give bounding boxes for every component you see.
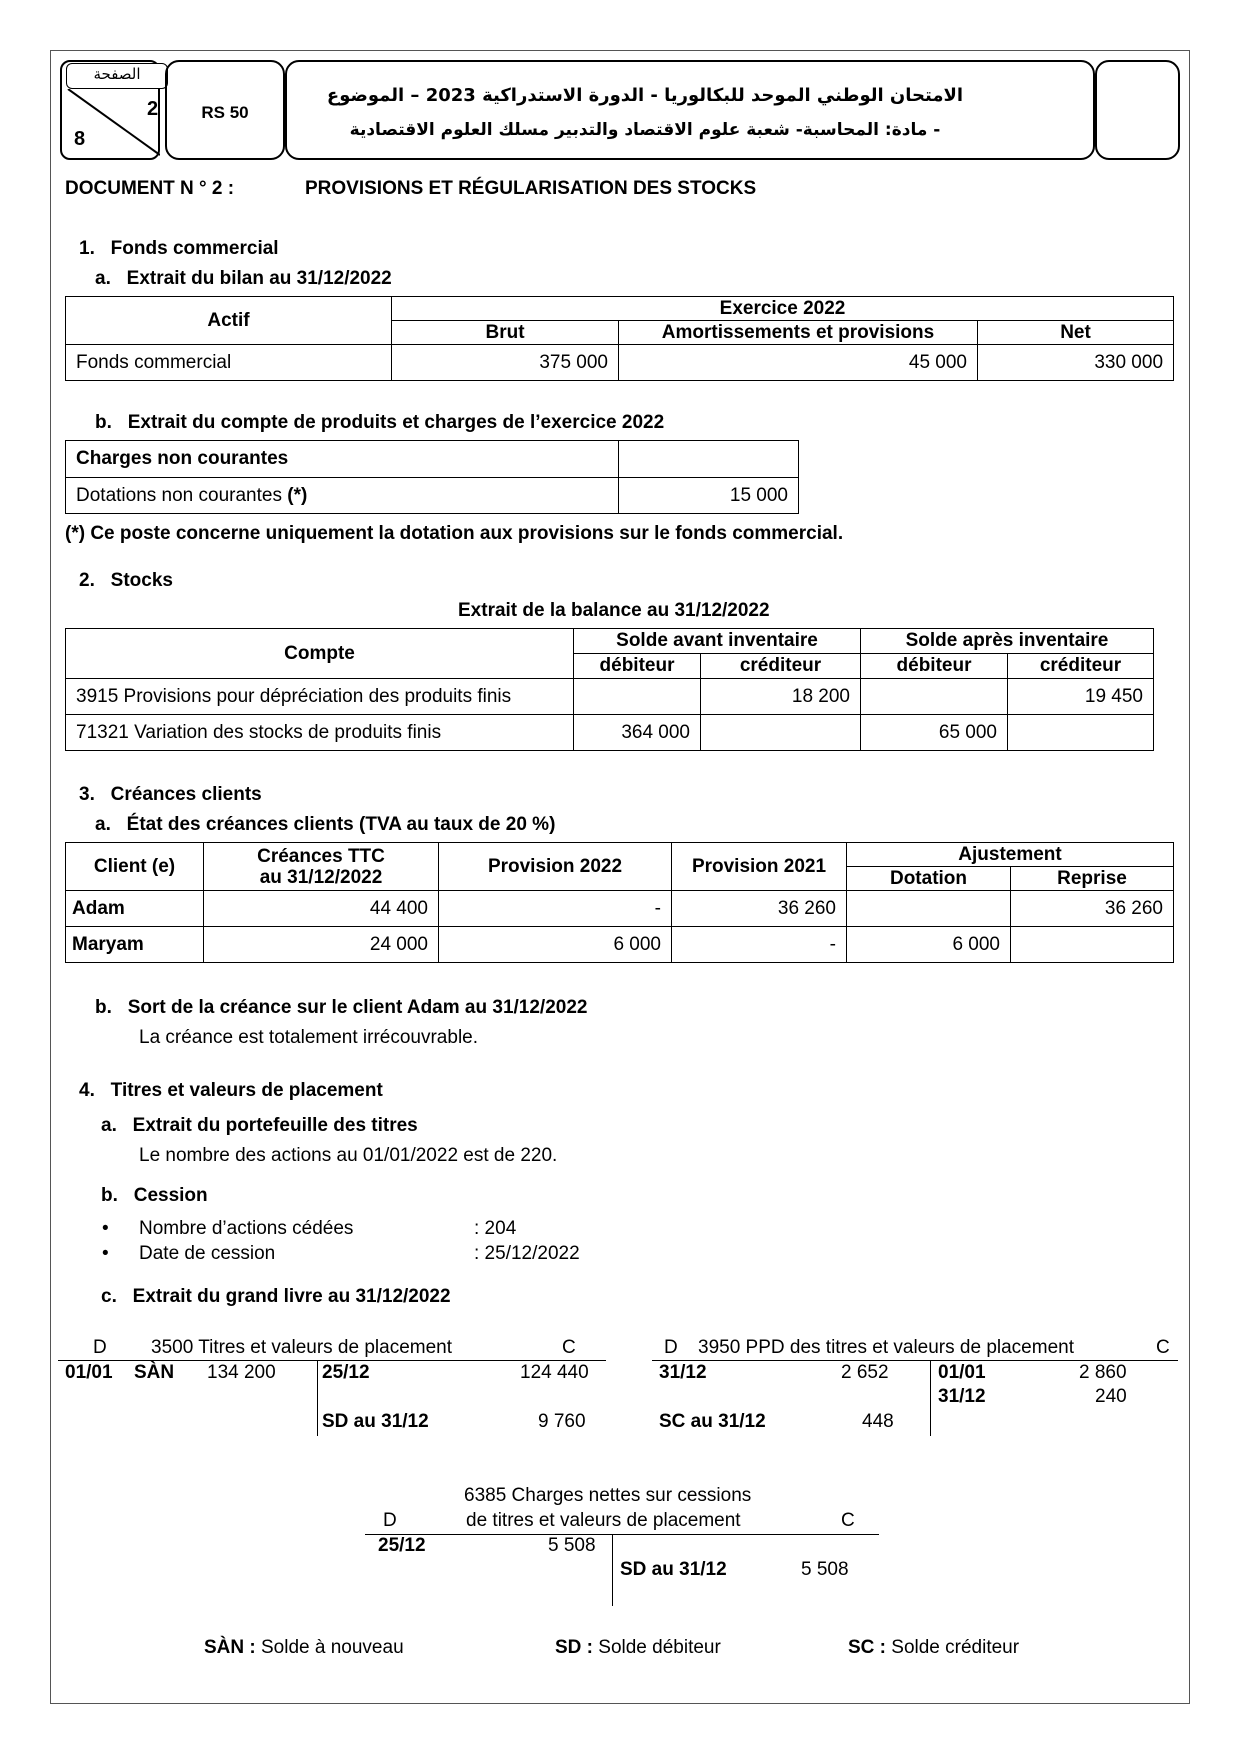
exam-title-line2: - مادة: المحاسبة- شعبة علوم الاقتصاد والتدبير مسلك العلوم الاقتصادية (349, 120, 941, 140)
document-label: DOCUMENT N ° 2 : (65, 178, 235, 199)
stock-table-title: Extrait de la balance au 31/12/2022 (458, 600, 770, 621)
section-4-heading: 4. Titres et valeurs de placement (79, 1080, 383, 1101)
ledger-rule (652, 1360, 1178, 1361)
section-1a-heading: a. Extrait du bilan au 31/12/2022 (95, 268, 392, 289)
ledger-title: 3950 PPD des titres et valeurs de placement (698, 1337, 1074, 1358)
col-amort: Amortissements et provisions (619, 321, 978, 345)
col-apres-debiteur: débiteur (861, 654, 1008, 679)
table-row: 3915 Provisions pour dépréciation des produits finis 18 200 19 450 (66, 679, 1154, 715)
col-apres: Solde après inventaire (861, 629, 1154, 654)
table-row: 71321 Variation des stocks de produits finis 364 000 65 000 (66, 715, 1154, 751)
right-box (1095, 60, 1180, 160)
row-brut: 375 000 (392, 345, 619, 381)
balance-sheet-table (65, 296, 1174, 381)
col-avant-debiteur: débiteur (574, 654, 701, 679)
ledger-divider (612, 1534, 613, 1606)
cpc-table (65, 440, 799, 514)
page-label: الصفحة (93, 65, 141, 83)
section-4a-text: Le nombre des actions au 01/01/2022 est de 220. (139, 1145, 558, 1166)
bullet-label: Nombre d’actions cédées (139, 1218, 354, 1239)
col-reprise: Reprise (1011, 867, 1174, 891)
table-row: Maryam 24 000 6 000 - 6 000 (66, 927, 1174, 963)
exam-code: RS 50 (201, 103, 249, 122)
col-ajustement: Ajustement (847, 843, 1174, 867)
ledger-debit-label: D (664, 1337, 678, 1358)
bullet-value: : 204 (474, 1218, 517, 1239)
ledger-credit-label: C (1156, 1337, 1170, 1358)
page-current: 2 (147, 98, 159, 120)
table-row (66, 345, 1174, 381)
col-avant: Solde avant inventaire (574, 629, 861, 654)
section-4c-heading: c. Extrait du grand livre au 31/12/2022 (101, 1286, 451, 1307)
table-row: Adam 44 400 - 36 260 36 260 (66, 891, 1174, 927)
table-row (66, 478, 799, 514)
stock-balance-table (65, 628, 1154, 751)
section-4a-heading: a. Extrait du portefeuille des titres (101, 1115, 418, 1136)
bullet-icon: • (102, 1243, 109, 1264)
bullet-value: : 25/12/2022 (474, 1243, 580, 1264)
section-3a-heading: a. État des créances clients (TVA au taux de 20 %) (95, 814, 556, 835)
col-brut: Brut (392, 321, 619, 345)
document-title: PROVISIONS ET RÉGULARISATION DES STOCKS (305, 178, 757, 199)
section-3-heading: 3. Créances clients (79, 784, 262, 805)
section-1b-heading: b. Extrait du compte de produits et charges de l’exercice 2022 (95, 412, 665, 433)
col-net: Net (978, 321, 1174, 345)
row-net: 330 000 (978, 345, 1174, 381)
col-client: Client (e) (66, 843, 204, 891)
ledger-rule (58, 1360, 606, 1361)
ledger-title-line2: de titres et valeurs de placement (466, 1510, 741, 1531)
section-1-heading: 1. Fonds commercial (79, 238, 279, 259)
title-box (285, 60, 1095, 160)
bullet-icon: • (102, 1218, 109, 1239)
ledger-divider (930, 1360, 931, 1436)
col-dotation: Dotation (847, 867, 1011, 891)
bullet-label: Date de cession (139, 1243, 276, 1264)
receivables-table (65, 842, 1174, 963)
col-prov2022: Provision 2022 (439, 843, 672, 891)
section-4b-heading: b. Cession (101, 1185, 208, 1206)
cpc-row-value: 15 000 (619, 478, 799, 514)
section-3b-text: La créance est totalement irrécouvrable. (139, 1027, 479, 1048)
legend-sc: SC : Solde créditeur (848, 1637, 1020, 1658)
legend-san: SÀN : Solde à nouveau (204, 1637, 404, 1658)
ledger-credit-label: C (841, 1510, 855, 1531)
legend-sd: SD : Solde débiteur (555, 1637, 721, 1658)
ledger-credit-label: C (562, 1337, 576, 1358)
page-total: 8 (74, 128, 86, 150)
row-amort: 45 000 (619, 345, 978, 381)
col-actif: Actif (66, 297, 392, 345)
section-3b-heading: b. Sort de la créance sur le client Adam au 31/12/2022 (95, 997, 588, 1018)
row-label: Fonds commercial (66, 345, 392, 381)
cpc-row-label: Dotations non courantes (*) (66, 478, 619, 514)
col-creances: Créances TTC au 31/12/2022 (204, 843, 439, 891)
ledger-title-line1: 6385 Charges nettes sur cessions (464, 1485, 752, 1506)
col-avant-crediteur: créditeur (701, 654, 861, 679)
footnote: (*) Ce poste concerne uniquement la dotation aux provisions sur le fonds commercial. (65, 523, 844, 544)
exam-title-line1: الامتحان الوطني الموحد للبكالوريا - الدورة الاستدراكية 2023 – الموضوع (326, 85, 964, 106)
ledger-rule (365, 1534, 879, 1535)
col-compte: Compte (66, 629, 574, 679)
col-exercice: Exercice 2022 (392, 297, 1174, 321)
ledger-debit-label: D (93, 1337, 107, 1358)
col-prov2021: Provision 2021 (672, 843, 847, 891)
ledger-debit-label: D (383, 1510, 397, 1531)
ledger-title: 3500 Titres et valeurs de placement (151, 1337, 453, 1358)
ledger-divider (317, 1360, 318, 1436)
cpc-heading: Charges non courantes (66, 441, 619, 478)
section-2-heading: 2. Stocks (79, 570, 173, 591)
col-apres-crediteur: créditeur (1008, 654, 1154, 679)
